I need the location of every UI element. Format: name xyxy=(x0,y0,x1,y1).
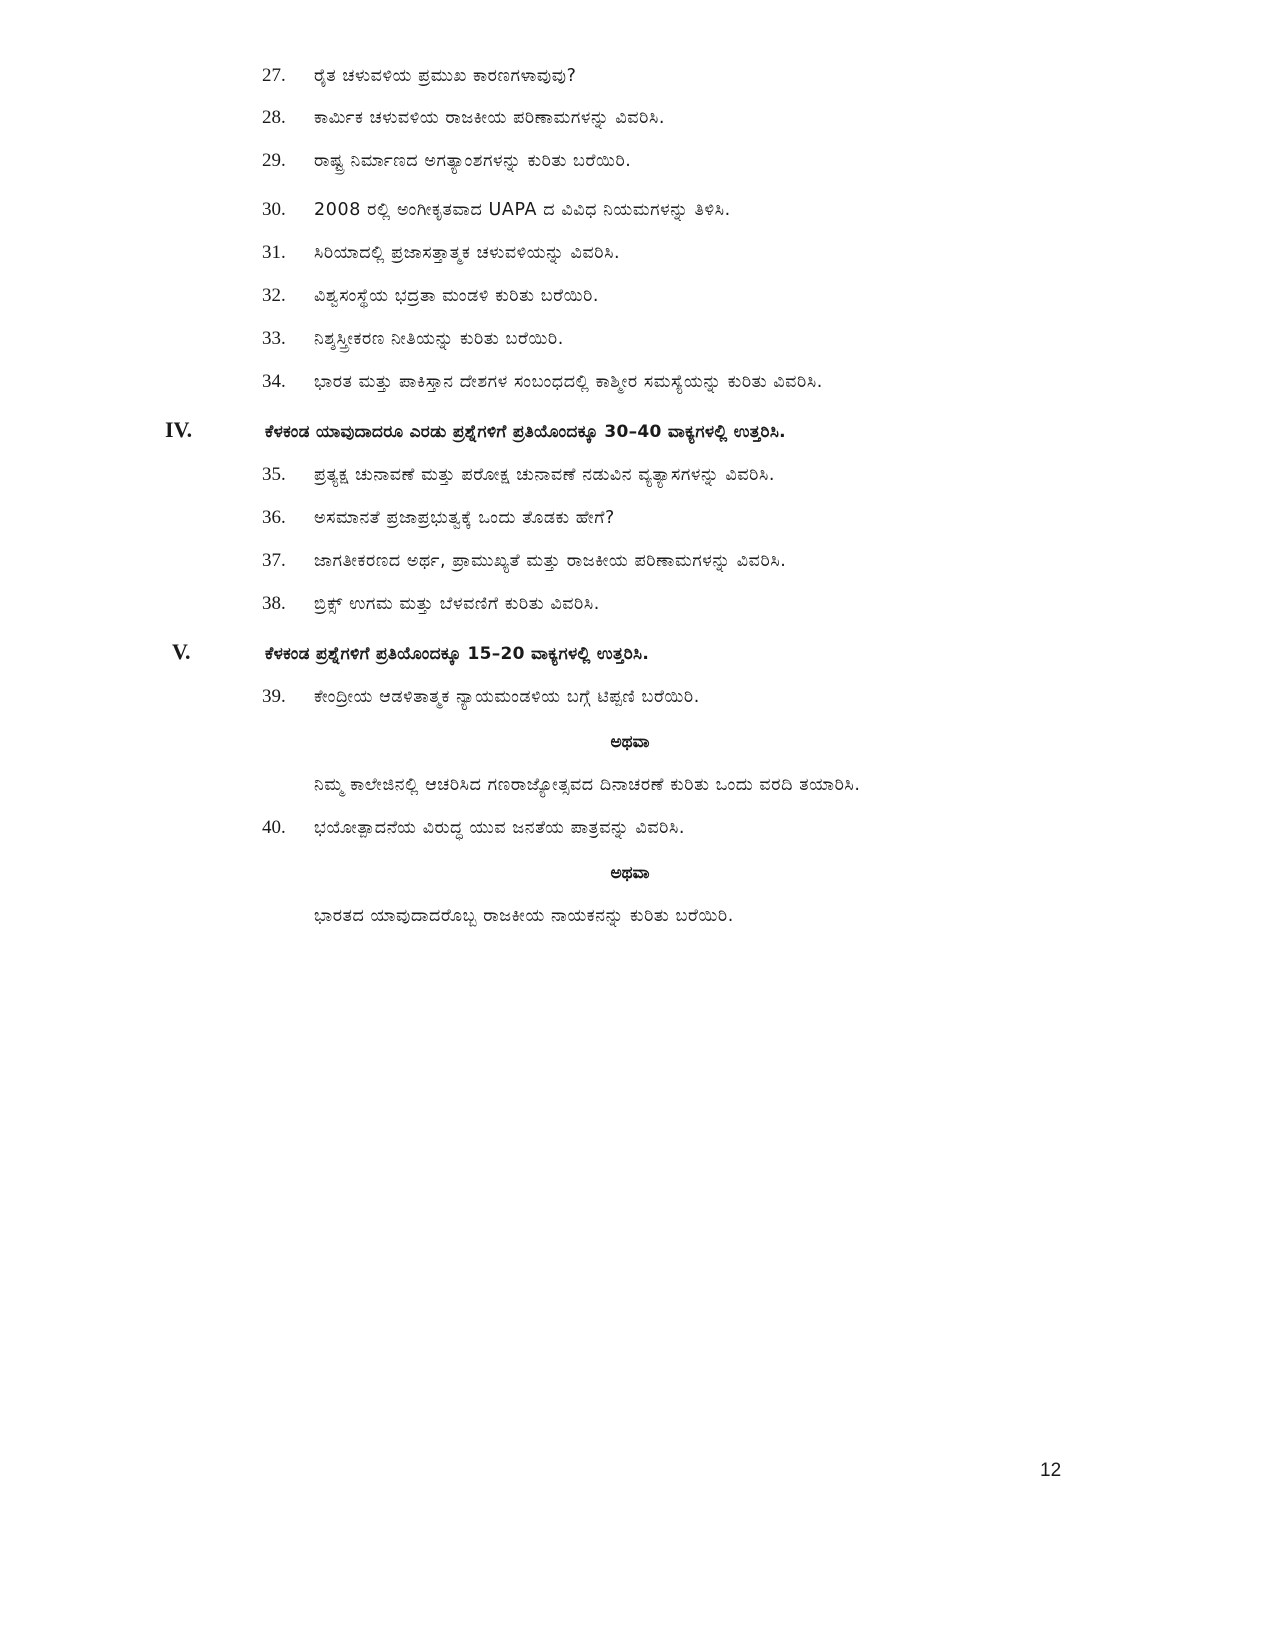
question-number: 34. xyxy=(262,371,286,392)
question-text: ನಿಶ್ಶಸ್ತ್ರೀಕರಣ ನೀತಿಯನ್ನು ಕುರಿತು ಬರೆಯಿರಿ. xyxy=(314,329,564,349)
section-number: V. xyxy=(172,639,191,664)
section-number: IV. xyxy=(165,417,193,442)
question-number: 27. xyxy=(262,65,286,86)
question-number: 39. xyxy=(262,686,286,707)
or-label: ಅಥವಾ xyxy=(610,863,650,883)
question-36 xyxy=(262,502,615,534)
question-number: 35. xyxy=(262,464,286,485)
question-text: ಕಾರ್ಮಿಕ ಚಳುವಳಿಯ ರಾಜಕೀಯ ಪರಿಣಾಮಗಳನ್ನು ವಿವರಿಸಿ. xyxy=(314,108,666,128)
question-text: ಭಯೋತ್ಪಾದನೆಯ ವಿರುದ್ಧ ಯುವ ಜನತೆಯ ಪಾತ್ರವನ್ನು ವಿವರಿಸಿ. xyxy=(314,818,686,838)
section-instruction: ಕೆಳಕಂಡ ಯಾವುದಾದರೂ ಎರಡು ಪ್ರಶ್ನೆಗಳಿಗೆ ಪ್ರತಿಯೊಂದಕ್ಕೂ 30–40 ವಾಕ್ಯಗಳಲ್ಲಿ ಉತ್ತರಿಸಿ. xyxy=(265,422,786,442)
question-number: 40. xyxy=(262,817,286,838)
question-text: ರಾಷ್ಟ್ರ ನಿರ್ಮಾಣದ ಅಗತ್ಯಾಂಶಗಳನ್ನು ಕುರಿತು ಬರೆಯಿರಿ. xyxy=(314,151,632,171)
question-text: ವಿಶ್ವಸಂಸ್ಥೆಯ ಭದ್ರತಾ ಮಂಡಳಿ ಕುರಿತು ಬರೆಯಿರಿ. xyxy=(314,286,600,306)
section-iv-heading xyxy=(165,413,786,447)
question-34 xyxy=(262,366,823,398)
question-39 xyxy=(262,681,700,713)
question-text: ಬ್ರಿಕ್ಸ್ ಉಗಮ ಮತ್ತು ಬೆಳವಣಿಗೆ ಕುರಿತು ವಿವರಿಸಿ. xyxy=(314,594,600,614)
question-text: 2008 ರಲ್ಲಿ ಅಂಗೀಕೃತವಾದ UAPA ದ ವಿವಿಧ ನಿಯಮಗಳನ್ನು ತಿಳಿಸಿ. xyxy=(314,200,731,220)
question-number: 31. xyxy=(262,242,286,263)
question-number: 29. xyxy=(262,150,286,171)
question-number: 30. xyxy=(262,199,286,220)
question-33 xyxy=(262,323,564,355)
or-label: ಅಥವಾ xyxy=(610,732,650,752)
question-38 xyxy=(262,588,600,620)
question-text: ಪ್ರತ್ಯಕ್ಷ ಚುನಾವಣೆ ಮತ್ತು ಪರೋಕ್ಷ ಚುನಾವಣೆ ನಡುವಿನ ವ್ಯತ್ಯಾಸಗಳನ್ನು ವಿವರಿಸಿ. xyxy=(314,465,776,485)
question-number: 28. xyxy=(262,107,286,128)
question-number: 33. xyxy=(262,328,286,349)
question-31 xyxy=(262,237,620,269)
question-29 xyxy=(262,145,631,177)
question-number: 36. xyxy=(262,507,286,528)
question-text: ಭಾರತ ಮತ್ತು ಪಾಕಿಸ್ತಾನ ದೇಶಗಳ ಸಂಬಂಧದಲ್ಲಿ ಕಾಶ್ಮೀರ ಸಮಸ್ಯೆಯನ್ನು ಕುರಿತು ವಿವರಿಸಿ. xyxy=(314,372,823,392)
question-text: ಜಾಗತೀಕರಣದ ಅರ್ಥ, ಪ್ರಾಮುಖ್ಯತೆ ಮತ್ತು ರಾಜಕೀಯ ಪರಿಣಾಮಗಳನ್ನು ವಿವರಿಸಿ. xyxy=(314,551,787,571)
section-instruction: ಕೆಳಕಂಡ ಪ್ರಶ್ನೆಗಳಿಗೆ ಪ್ರತಿಯೊಂದಕ್ಕೂ 15–20 ವಾಕ್ಯಗಳಲ್ಲಿ ಉತ್ತರಿಸಿ. xyxy=(265,644,650,664)
question-40 xyxy=(262,812,685,844)
question-text: ಅಸಮಾನತೆ ಪ್ರಜಾಪ್ರಭುತ್ವಕ್ಕೆ ಒಂದು ತೊಡಕು ಹೇಗೆ? xyxy=(314,508,615,528)
page-number: 12 xyxy=(1040,1460,1062,1481)
question-text: ಸಿರಿಯಾದಲ್ಲಿ ಪ್ರಜಾಸತ್ತಾತ್ಮಕ ಚಳುವಳಿಯನ್ನು ವಿವರಿಸಿ. xyxy=(314,243,621,263)
question-text: ಕೇಂದ್ರೀಯ ಆಡಳಿತಾತ್ಮಕ ನ್ಯಾಯಮಂಡಳಿಯ ಬಗ್ಗೆ ಟಿಪ್ಪಣಿ ಬರೆಯಿರಿ. xyxy=(314,687,700,707)
question-text: ರೈತ ಚಳುವಳಿಯ ಪ್ರಮುಖ ಕಾರಣಗಳಾವುವು? xyxy=(314,66,577,86)
question-number: 32. xyxy=(262,285,286,306)
question-number: 37. xyxy=(262,550,286,571)
question-32 xyxy=(262,280,599,312)
section-v-heading xyxy=(172,635,649,669)
question-39-alternative: ನಿಮ್ಮ ಕಾಲೇಜಿನಲ್ಲಿ ಆಚರಿಸಿದ ಗಣರಾಜ್ಯೋತ್ಸವದ ದಿನಾಚರಣೆ ಕುರಿತು ಒಂದು ವರದಿ ತಯಾರಿಸಿ. xyxy=(314,775,861,795)
question-37 xyxy=(262,545,786,577)
question-27 xyxy=(262,60,577,92)
question-28 xyxy=(262,102,665,134)
question-30 xyxy=(262,194,731,226)
question-40-alternative: ಭಾರತದ ಯಾವುದಾದರೊಬ್ಬ ರಾಜಕೀಯ ನಾಯಕನನ್ನು ಕುರಿತು ಬರೆಯಿರಿ. xyxy=(314,906,734,926)
question-number: 38. xyxy=(262,593,286,614)
question-35 xyxy=(262,459,775,491)
